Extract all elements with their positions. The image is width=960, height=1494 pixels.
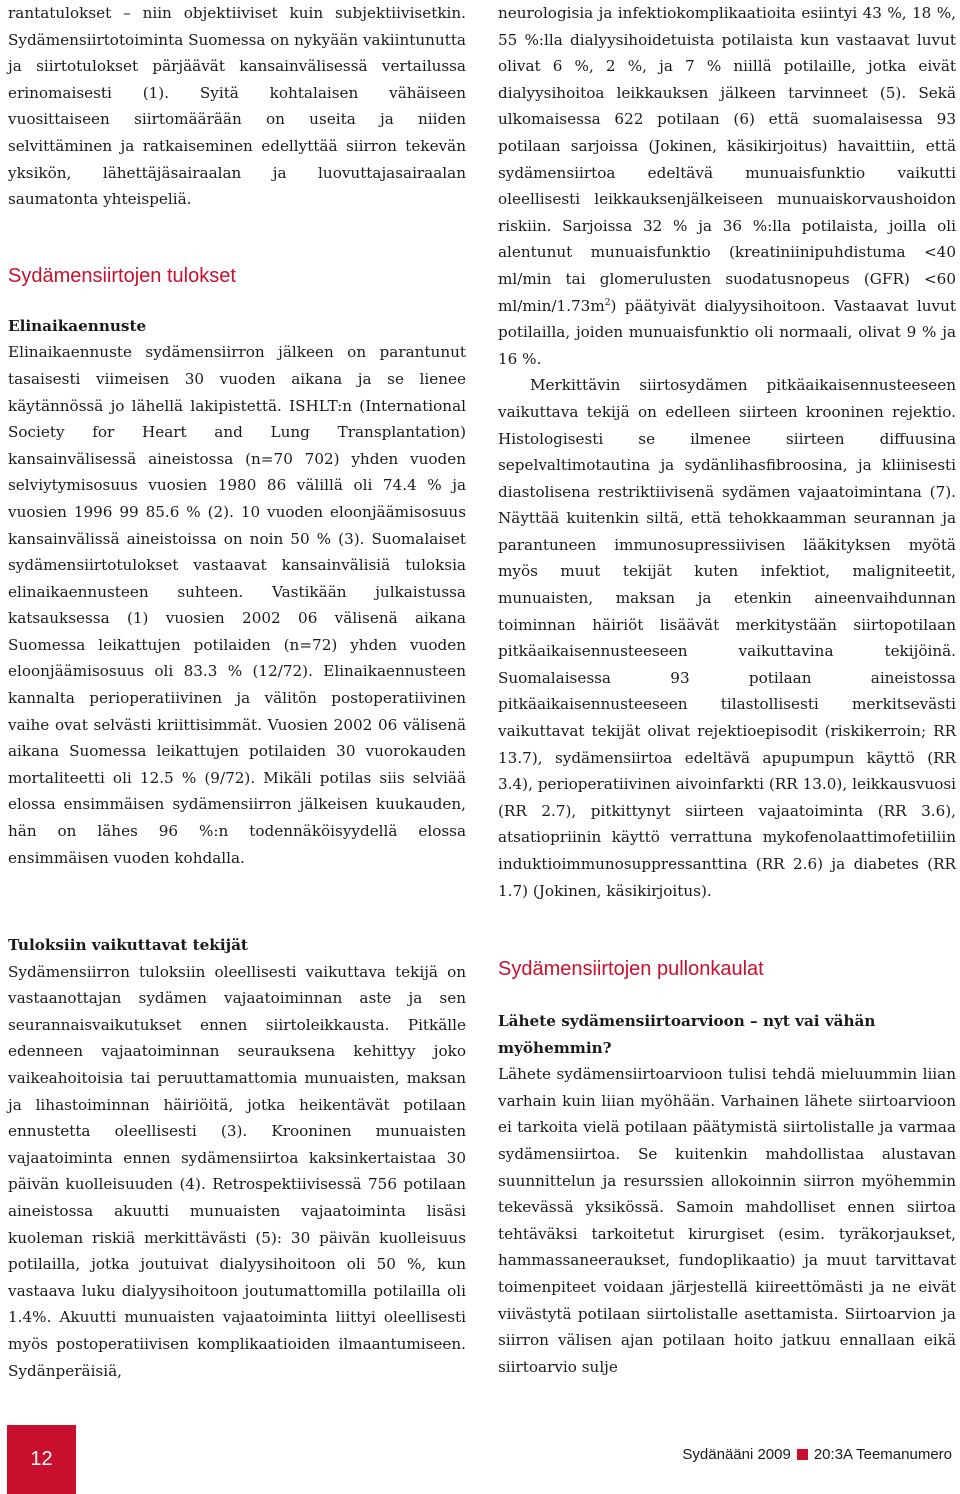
footer-journal: Sydänääni 2009 — [682, 1446, 791, 1463]
paragraph-factors: Sydämensiirron tuloksiin oleellisesti vaikuttava tekijä on vastaanottajan sydämen vajaatoiminnan aste ja sen seurannaisvaikutukset ennen siirtoleikkausta. Pitkälle edenneen vajaatoiminnan seurauksena kehittyy joko vaikeahoitoisia tai peruuttamattomia munuaisten, maksan ja lihastoiminnan häiriöitä, jotka heikentävät potilaan ennustetta oleellisesti (3). Krooninen munuaisten vajaatoiminta ennen sydämensiirtoa kaksinkertaistaa 30 päivän kuolleisuuden (4). Retrospektiivisessä 756 potilaan aineistossa akuutti munuaisten vajaatoiminta lisäsi kuoleman riskiä merkittävästi (5): 30 päivän kuolleisuus potilailla, jotka joutuivat dialyysihoitoon oli 50 %, kun vastaava luku dialyysihoitoon joutumattomilla potilailla oli 1.4%. Akuutti munuaisten vajaatoiminta liittyi oleellisesti myös postoperatiivisen komplikaatioiden ilmaantumiseen. Sydänperäisiä, — [8, 962, 466, 1380]
section-heading-bottlenecks: Sydämensiirtojen pullonkaulat — [498, 958, 764, 980]
page-footer — [682, 1446, 952, 1463]
page-number-badge: 12 — [7, 1425, 76, 1494]
complications-text-a: neurologisia ja infektiokomplikaatioita esiintyi 43 %, 18 %, 55 %:lla dialyysihoidetuista potilaista kun vastaavat luvut olivat 6 %, 2 %, ja 7 % niillä potilaille, jotka eivät dialyysihoitoa leikkauksen jälkeen tarvinneet (5). Sekä ulkomaisessa 622 potilaan (6) että suomalaisessa 93 potilaan sarjoissa (Jokinen, käsikirjoitus) havaittiin, että sydämensiirtoa edeltävä munuaisfunktio vaikutti oleellisesti leikkauksenjälkeiseen munuaiskorvaushoidon riskiin. Sarjoissa 32 % ja 36 %:lla potilaista, joilla oli alentunut munuaisfunktio (kreatiniinipuhdistuma <40 ml/min tai glomerulusten suodatusnopeus (GFR) <60 ml/min/1.73m — [498, 4, 956, 315]
right-column-top — [498, 0, 956, 904]
superscript-2: 2 — [604, 297, 611, 308]
footer-issue: 20:3A Teemanumero — [813, 1446, 952, 1463]
square-bullet-icon — [797, 1449, 808, 1460]
section-heading-results: Sydämensiirtojen tulokset — [8, 264, 236, 287]
complications-text-b: ) päätyivät dialyysihoitoon. Vastaavat luvut potilailla, joiden munuaisfunktio oli normaali, olivat 9 % ja 16 %. — [498, 296, 956, 368]
paragraph-referral: Lähete sydämensiirtoarvioon tulisi tehdä mieluummin liian varhain kuin liian myöhään. Varhainen lähete siirtoarvioon ei tarkoita vielä potilaan päätymistä siirtolistalle ja varmaa sydämensiirtoa. Se kuitenkin mahdollistaa alustavan suunnittelun ja resurssien allokoinnin siirron myöhemmin tekevässä yksikössä. Samoin mahdolliset ennen siirtoa tehtäväksi tarkoitetut kirurgiset (esim. tyräkorjaukset, hammassaneeraukset, fundoplikaatio) ja muut tarvittavat toimenpiteet voidaan järjestellä kiireettömästi ja ne eivät viivästytä potilaan siirtolistalle asettamista. Siirtoarvion ja siirron välisen ajan potilaan hoito jatkuu ennallaan eikä siirtoarvio sulje — [498, 1065, 956, 1376]
paragraph-complications — [498, 0, 956, 372]
paragraph-life-expectancy: Elinaikaennuste sydämensiirron jälkeen on parantunut tasaisesti viimeisen 30 vuoden aikana ja se lienee käytännössä jo lähellä lakipistettä. ISHLT:n (International Society for Heart and Lung Transplantation) kansainvälisessä aineistossa (n=70 702) yhden vuoden selviytymisosuus vuosien 1980 86 välillä oli 74.4 % ja vuosien 1996 99 85.6 % (2). 10 vuoden eloonjäämisosuus kansainvälissä aineistoissa on noin 50 % (3). Suomalaiset sydämensiirtotulokset vastaavat kansainvälisiä tuloksia elinaikaennusteen suhteen. Vastikään julkaistussa katsauksessa (1) vuosien 2002 06 välisenä aikana Suomessa leikattujen potilaiden (n=72) yhden vuoden eloonjäämisosuus oli 83.3 % (12/72). Elinaikaennusteen kannalta perioperatiivinen ja välitön postoperatiivinen vaihe ovat selvästi kriittisimmät. Vuosien 2002 06 välisenä aikana Suomessa leikattujen potilaiden 30 vuorokauden mortaliteetti oli 12.5 % (9/72). Mikäli potilas siis selviää elossa ensimmäisen sydämensiirron jälkeisen kuukauden, hän on lähes 96 %:n todennäköisyydellä elossa ensimmäisen vuoden kohdalla. — [8, 343, 466, 867]
subheading-factors: Tuloksiin vaikuttavat tekijät — [8, 936, 248, 954]
paragraph-intro: rantatulokset – niin objektiiviset kuin subjektiivisetkin. Sydämensiirtotoiminta Suomessa on nykyään vakiintunutta ja siirtotulokset pärjäävät kansainvälisessä vertailussa erinomaisesti (1). Syitä kohtalaisen vähäiseen vuosittaiseen siirtomäärään on useita ja niiden selvittäminen ja ratkaiseminen edellyttää siirron tekevän yksikön, lähettäjäsairaalan ja luovuttajasairaalan saumatonta yhteispeliä. — [8, 4, 466, 209]
right-column-bottom — [498, 956, 956, 1380]
left-column-bottom — [8, 932, 466, 1384]
left-column-top — [8, 0, 466, 871]
paragraph-rejection: Merkittävin siirtosydämen pitkäaikaisennusteeseen vaikuttava tekijä on edelleen siirteen krooninen rejektio. Histologisesti se ilmenee siirteen diffuusina sepelvaltimotautina ja sydänlihasfibroosina, ja kliinisesti diastolisena restriktiivisenä sydämen vajaatoimintana (7). Näyttää kuitenkin siltä, että tehokkaamman seurannan ja parantuneen immunosupressiivisen lääkityksen myötä myös muut tekijät kuten infektiot, maligniteetit, munuaisten, maksan ja etenkin aineenvaihdunnan toiminnan häiriöt lisäävät merkitystään siirtopotilaan pitkäaikaisennusteeseen vaikuttavina tekijöinä. Suomalaisessa 93 potilaan aineistossa pitkäaikaisennusteeseen tilastollisesti merkitsevästi vaikuttavat tekijät olivat rejektioepisodit (riskikerroin; RR 13.7), sydämensiirtoa edeltävä apupumpun käyttö (RR 3.4), perioperatiivinen aivoinfarkti (RR 13.0), leikkausvuosi (RR 2.7), pitkittynyt siirteen vajaatoiminta (RR 3.6), atsatiopriinin käyttö verrattuna mykofenolaattimofetiiliin induktioimmunosuppressanttina (RR 2.6) ja diabetes (RR 1.7) (Jokinen, käsikirjoitus). — [498, 376, 956, 900]
subheading-referral: Lähete sydämensiirtoarvioon – nyt vai vähän myöhemmin? — [498, 1012, 876, 1057]
subheading-life-expectancy: Elinaikaennuste — [8, 316, 147, 335]
